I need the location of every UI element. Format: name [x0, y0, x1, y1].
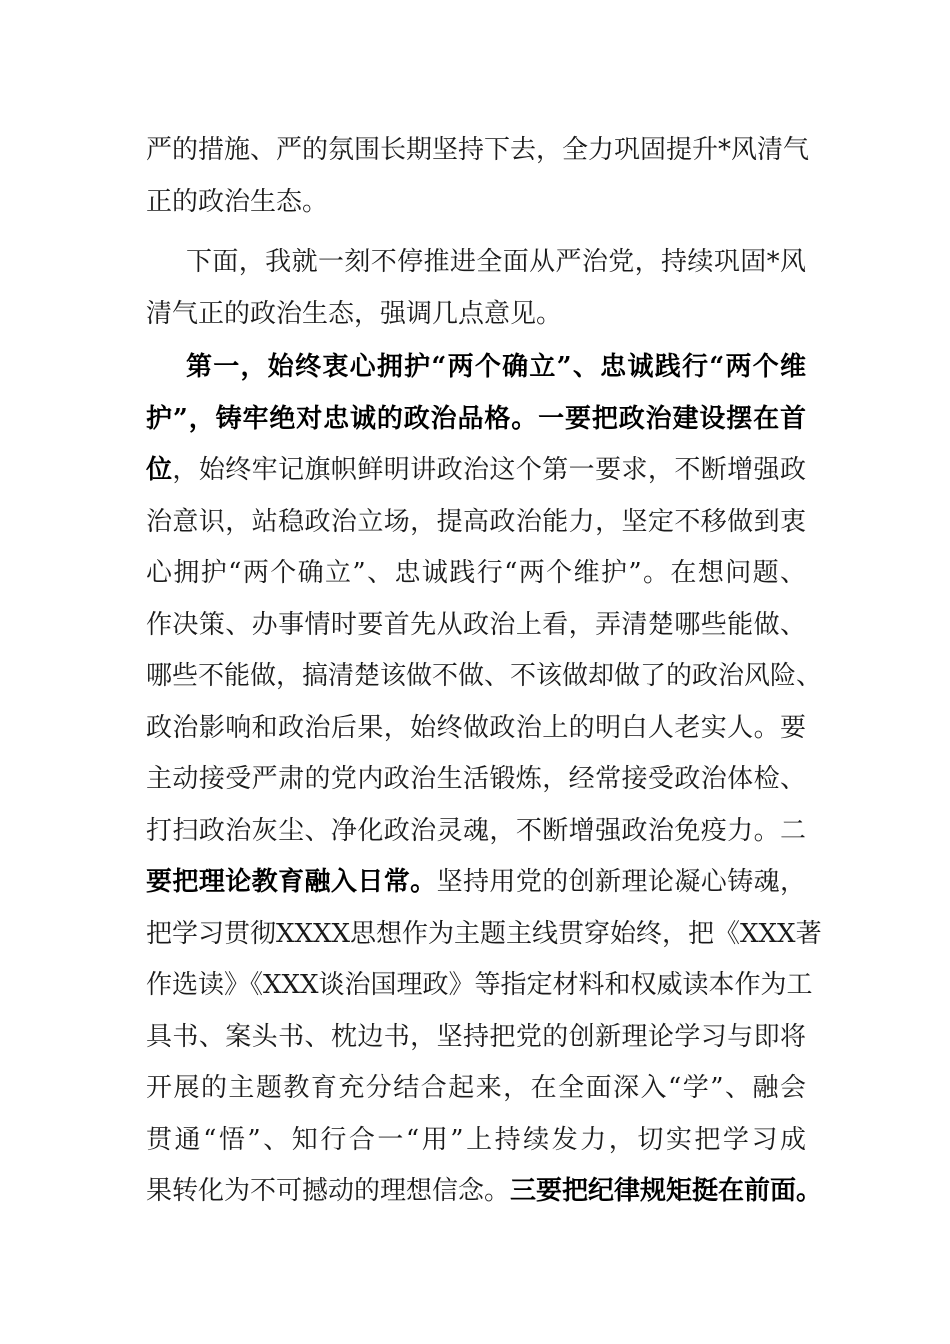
text-run: 主动接受严肃的党内政治生活锻炼，经常接受政治体检、	[146, 764, 806, 794]
text-run: 哪些不能做，搞清楚该做不做、不该做却做了的政治风险、	[146, 661, 823, 691]
bold-heading-run: 护”，铸牢绝对忠诚的政治品格。一要把政治建设摆在首	[146, 403, 806, 434]
paragraph-line	[146, 289, 806, 341]
paragraph-line	[146, 445, 806, 497]
text-run: 严的措施、严的氛围长期坚持下去，全力巩固提升*风清气	[146, 135, 810, 165]
paragraph-line	[146, 857, 806, 909]
bold-heading-run: 要把理论教育融入日常。	[146, 867, 437, 897]
paragraph-line	[146, 548, 806, 600]
paragraph-line	[146, 237, 806, 289]
paragraph-line	[146, 703, 806, 755]
paragraph-line	[146, 651, 823, 703]
paragraph-line	[146, 342, 806, 394]
text-run: 具书、案头书、枕边书，坚持把党的创新理论学习与即将	[146, 1021, 806, 1052]
text-run: 打扫政治灰尘、净化政治灵魂，不断增强政治免疫力。二	[146, 815, 806, 846]
paragraph-line	[146, 177, 806, 229]
text-run: 政治影响和政治后果，始终做政治上的明白人老实人。要	[146, 712, 806, 743]
text-run: 作选读》《XXX谈治国理政》等指定材料和权威读本作为工	[146, 970, 813, 1000]
text-run: 治意识，站稳政治立场，提高政治能力，坚定不移做到衷	[146, 506, 806, 537]
paragraph-2	[146, 237, 806, 340]
text-run: 果转化为不可撼动的理想信念。	[146, 1176, 511, 1206]
text-run: 正的政治生态。	[146, 186, 329, 217]
paragraph-line	[146, 1166, 823, 1218]
paragraph-line	[146, 125, 810, 177]
paragraph-line	[146, 394, 806, 446]
paragraph-line	[146, 1012, 806, 1064]
bold-heading-run: 位	[146, 455, 173, 485]
paragraph-line	[146, 497, 806, 549]
text-run: 把学习贯彻XXXX思想作为主题主线贯穿始终，把《XXX著	[146, 918, 822, 949]
text-run: 开展的主题教育充分结合起来，在全面深入“学”、融会	[146, 1073, 806, 1103]
paragraph-line	[146, 1063, 806, 1115]
paragraph-line	[146, 600, 806, 652]
text-run: 下面，我就一刻不停推进全面从严治党，持续巩固*风	[186, 247, 806, 277]
paragraph-line	[146, 806, 806, 858]
text-run: ，始终牢记旗帜鲜明讲政治这个第一要求，不断增强政	[172, 455, 806, 485]
text-run: 作决策、办事情时要首先从政治上看，弄清楚哪些能做、	[146, 609, 806, 640]
text-run: 清气正的政治生态，强调几点意见。	[146, 298, 563, 329]
bold-heading-run: 三要把纪律规矩挺在前面。	[510, 1176, 823, 1206]
paragraph-line	[146, 909, 822, 961]
text-run: 坚持用党的创新理论凝心铸魂，	[436, 867, 806, 897]
bold-heading-run: 第一，始终衷心拥护“两个确立”、忠诚践行“两个维	[186, 352, 806, 382]
paragraph-line	[146, 1115, 806, 1167]
paragraph-1	[146, 125, 810, 228]
paragraph-line	[146, 754, 806, 806]
text-run: 心拥护“两个确立”、忠诚践行“两个维护”。在想问题、	[146, 558, 806, 588]
text-run: 贯通“悟”、知行合一“用”上持续发力，切实把学习成	[146, 1124, 806, 1155]
paragraph-3	[146, 342, 823, 1218]
paragraph-line	[146, 960, 813, 1012]
